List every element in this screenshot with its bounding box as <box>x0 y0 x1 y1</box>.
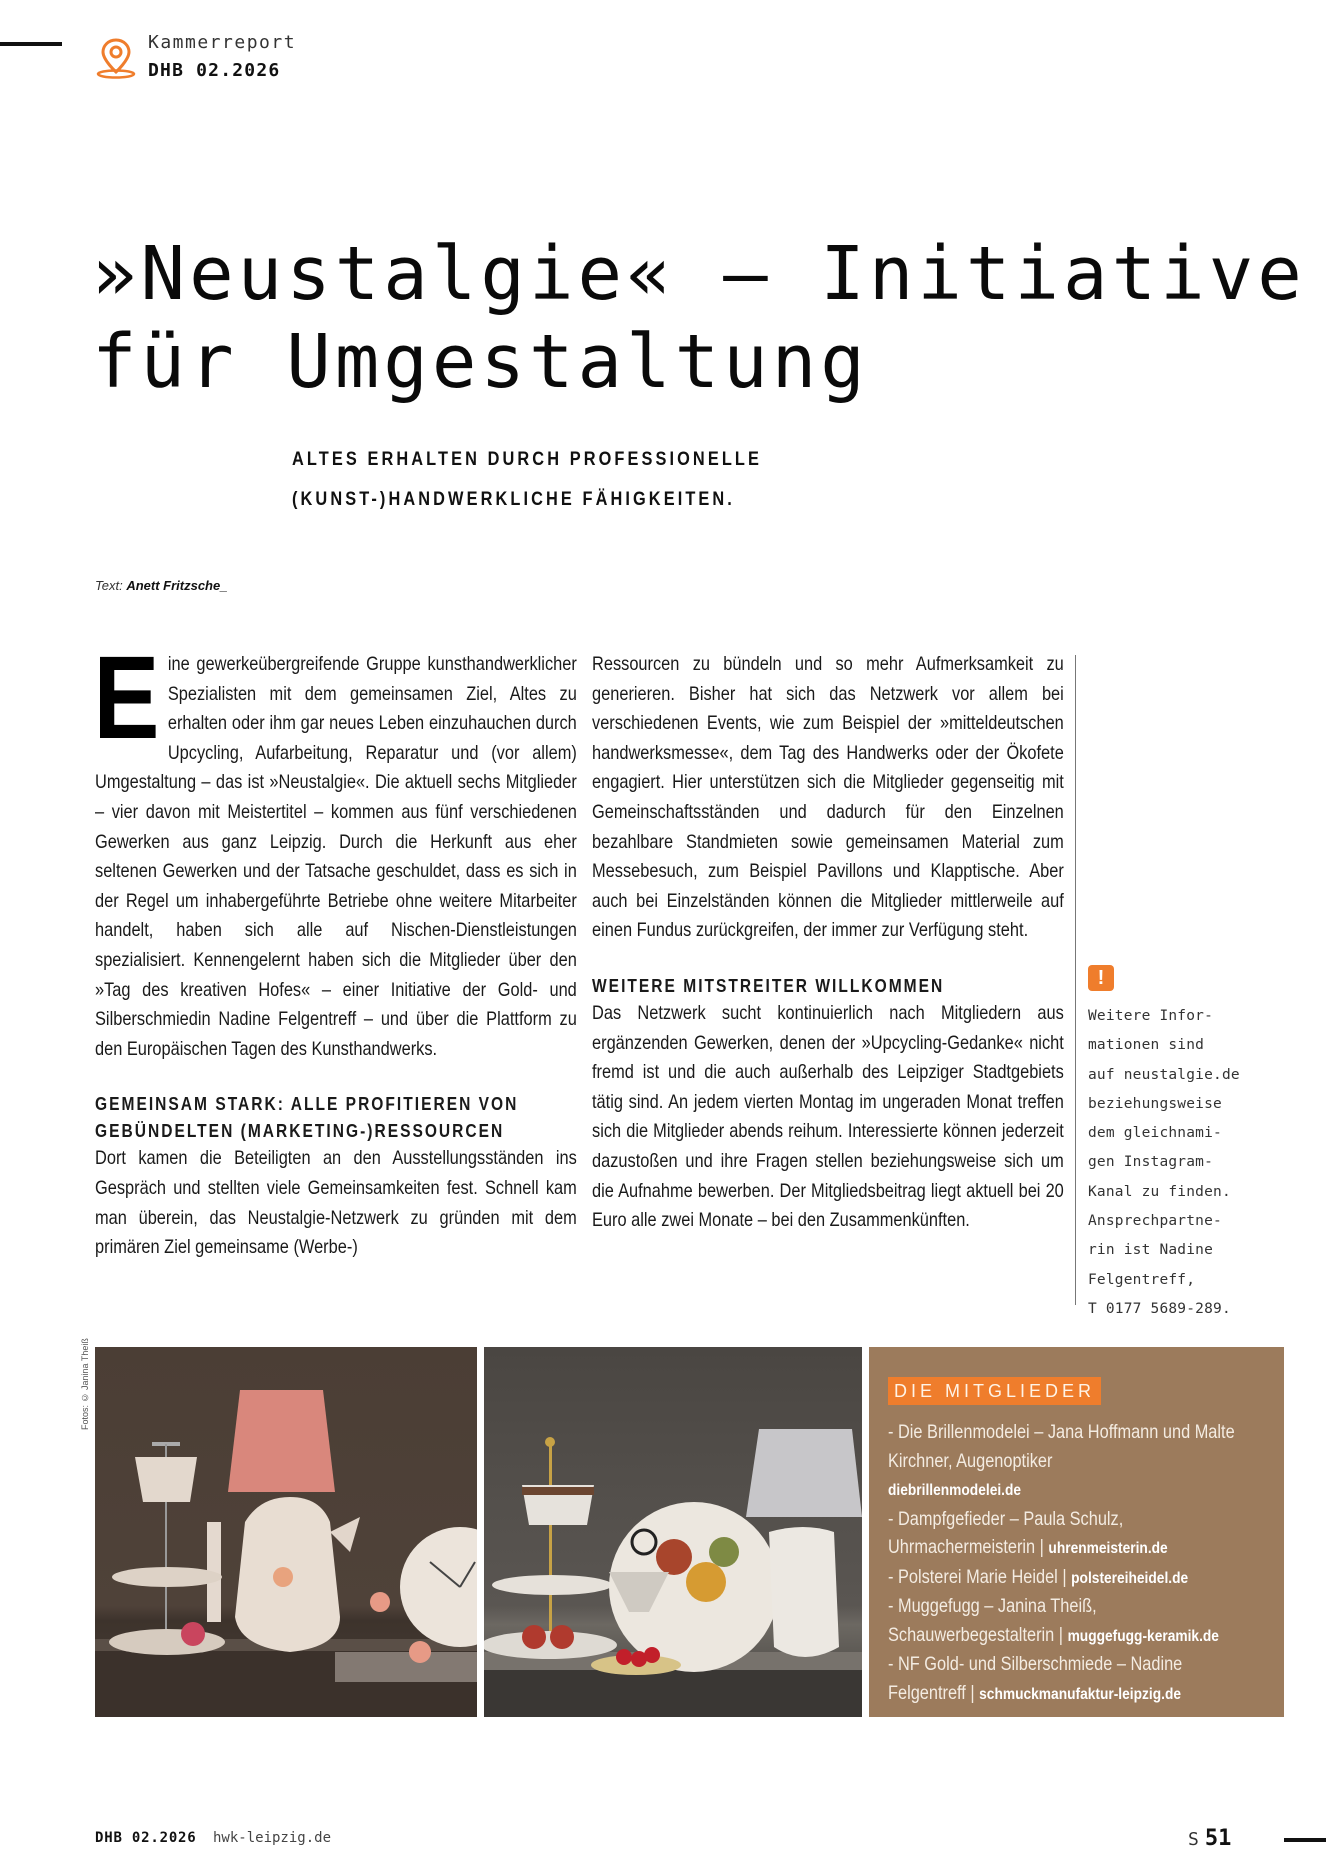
member-item: - Muggefugg – Janina Theiß, Schauwerbegestalterin | muggefugg-keramik.de <box>888 1596 1219 1646</box>
photo-etagere-fruits <box>484 1347 862 1717</box>
exclamation-icon: ! <box>1088 965 1114 991</box>
members-heading: DIE MITGLIEDER <box>888 1377 1101 1405</box>
section-1-text-b: Ressourcen zu bündeln und so mehr Aufmerksamkeit zu generieren. Bisher hat sich das Netzwerk vor allem bei verschiedenen Events, wie zum Beispiel der »mitteldeutschen handwerksmesse«, dem Tag des Handwerks oder der Ökofete engagiert. Hier unterstützen sich die Mitglieder gegenseitig mit Gemeinschaftsständen und dadurch für den Einzelnen bezahlbare Standmieten sowie gemeinsamen Material zum Messebesuch, zum Beispiel Pavillons und Klapptische. Aber auch bei Einzelständen können die Mitglieder mittlerweile auf einen Fundus zurückgreifen, der immer zur Verfügung steht. <box>592 653 1064 942</box>
member-separator: | <box>1035 1537 1049 1558</box>
member-item: - Die Brillenmodelei – Jana Hoffmann und Malte Kirchner, Augenoptiker diebrillenmodelei.de <box>888 1422 1235 1499</box>
info-line: Felgentreff, <box>1088 1271 1196 1288</box>
title-line-2: für Umgestaltung <box>92 319 869 405</box>
member-link[interactable]: diebrillenmodelei.de <box>888 1482 1022 1499</box>
subtitle-line-1: ALTES ERHALTEN DURCH PROFESSIONELLE <box>292 449 762 470</box>
photo-illustration <box>95 1347 477 1717</box>
member-item: - Polsterei Marie Heidel | polstereiheidel.de <box>888 1566 1189 1588</box>
location-pin-icon <box>96 36 136 80</box>
page-number <box>1188 1826 1231 1851</box>
footer-rule <box>1284 1838 1326 1842</box>
info-line: mationen sind <box>1088 1037 1205 1054</box>
photo-credit: Fotos: © Janina Theiß <box>80 1338 90 1430</box>
info-line: Ansprechpartne- <box>1088 1213 1222 1230</box>
member-item: - Dampfgefieder – Paula Schulz, Uhrmachermeisterin | uhrenmeisterin.de <box>888 1508 1168 1558</box>
member-text: Die Brillenmodelei – Jana Hoffmann und Malte Kirchner, Augenoptiker <box>888 1422 1235 1472</box>
section-heading-2: WEITERE MITSTREITER WILLKOMMEN <box>592 974 945 996</box>
subtitle-line-2: (KUNST-)HANDWERKLICHE FÄHIGKEITEN. <box>292 489 735 510</box>
member-separator: | <box>1054 1624 1068 1646</box>
issue-label: DHB 02.2026 <box>148 60 281 81</box>
page-prefix: S <box>1188 1829 1199 1850</box>
info-box-text <box>1088 1002 1268 1324</box>
member-text: Dampfgefieder – Paula Schulz, Uhrmachermeisterin <box>888 1508 1124 1558</box>
info-line: auf neustalgie.de <box>1088 1066 1240 1083</box>
section-heading-1: GEMEINSAM STARK: ALLE PROFITIEREN VON GEBÜNDELTEN (MARKETING-)RESSOURCEN <box>95 1093 519 1142</box>
footer-issue: DHB 02.2026 <box>95 1830 197 1846</box>
column-2 <box>592 650 1064 1236</box>
info-line: Weitere Infor- <box>1088 1008 1214 1024</box>
info-line: rin ist Nadine <box>1088 1242 1214 1259</box>
article-title <box>92 230 1312 406</box>
info-line: T 0177 5689-289. <box>1088 1300 1231 1317</box>
info-line: Kanal zu finden. <box>1088 1183 1231 1200</box>
article-subtitle <box>292 440 894 520</box>
section-label: Kammerreport <box>148 32 297 53</box>
member-text: Muggefugg – Janina Theiß, Schauwerbegestalterin <box>888 1596 1097 1646</box>
member-item: - NF Gold- und Silberschmiede – Nadine Felgentreff | schmuckmanufaktur-leipzig.de <box>888 1654 1183 1704</box>
photo-teapot-lamp-pink <box>95 1347 477 1717</box>
member-separator: | <box>1057 1566 1072 1588</box>
info-line: gen Instagram- <box>1088 1154 1214 1171</box>
member-link[interactable]: uhrenmeisterin.de <box>1048 1540 1168 1557</box>
section-1-text-a: Dort kamen die Beteiligten an den Ausstellungsständen ins Gespräch und stellten viele Gemeinsamkeiten fest. Schnell kam man überein, das Neustalgie-Netzwerk zu gründen mit dem primären Ziel gemeinsame (Werbe-) <box>95 1147 577 1259</box>
info-line: dem gleichnami- <box>1088 1125 1222 1142</box>
section-2-text: Das Netzwerk sucht kontinuierlich nach Mitgliedern aus ergänzenden Gewerken, denen der »Upcycling-Gedanke« nicht fremd ist und die auch außerhalb des Leipziger Stadtgebiets tätig sind. An jedem vierten Montag im ungeraden Monat treffen sich die Mitglieder abends reihum. Interessierte können jederzeit dazustoßen und ihre Fragen stellen beziehungsweise sich um die Aufnahme bewerben. Der Mitgliedsbeitrag liegt aktuell bei 20 Euro alle zwei Monate – bei den Zusammenkünften. <box>592 1001 1064 1232</box>
member-link[interactable]: muggefugg-keramik.de <box>1067 1627 1219 1645</box>
title-line-1: »Neustalgie« – Initiative <box>92 231 1306 317</box>
footer-site-link[interactable]: hwk-leipzig.de <box>213 1830 332 1846</box>
info-line: beziehungsweise <box>1088 1095 1222 1112</box>
byline-label: Text: <box>95 578 123 593</box>
members-box <box>869 1347 1284 1717</box>
member-separator: | <box>965 1682 980 1704</box>
member-text: NF Gold- und Silberschmiede – Nadine Felgentreff <box>888 1654 1183 1704</box>
column-1 <box>93 632 577 1263</box>
page-number-value: 51 <box>1204 1826 1232 1851</box>
header-rule <box>0 42 62 46</box>
byline <box>95 578 227 593</box>
photo-illustration <box>484 1347 862 1717</box>
intro-text: ine gewerkeübergreifende Gruppe kunsthandwerklicher Spezialisten mit dem gemeinsamen Ziel, Altes zu erhalten oder ihm gar neues Leben einzuhauchen durch Upcycling, Aufarbeitung, Reparatur und (vor allem) Umgestaltung – das ist »Neustalgie«. Die aktuell sechs Mitglieder – vier davon mit Meistertitel – kommen aus fünf verschiedenen Gewerken aus ganz Leipzig. Durch die Herkunft aus eher seltenen Gewerken und der Tatsache geschuldet, dass es sich in der Regel um inhabergeführte Betriebe ohne weitere Mitarbeiter handelt, haben sich alle auf Nischen-Dienstleistungen spezialisiert. Kennengelernt haben sich die Mitglieder über den »Tag des kreativen Hofes« – einer Initiative der Gold- und Silberschmiedin Nadine Felgentreff – und über die Plattform zu den Europäischen Tagen des Kunsthandwerks. <box>95 653 577 1060</box>
member-link[interactable]: schmuckmanufaktur-leipzig.de <box>979 1685 1182 1703</box>
members-list <box>888 1419 1278 1709</box>
intro-paragraph <box>93 632 577 1064</box>
byline-author: Anett Fritzsche_ <box>126 578 228 593</box>
sidebar-divider <box>1075 655 1076 1305</box>
drop-cap: E <box>93 632 160 764</box>
member-link[interactable]: polstereiheidel.de <box>1071 1569 1189 1587</box>
member-text: Polsterei Marie Heidel <box>897 1566 1058 1588</box>
